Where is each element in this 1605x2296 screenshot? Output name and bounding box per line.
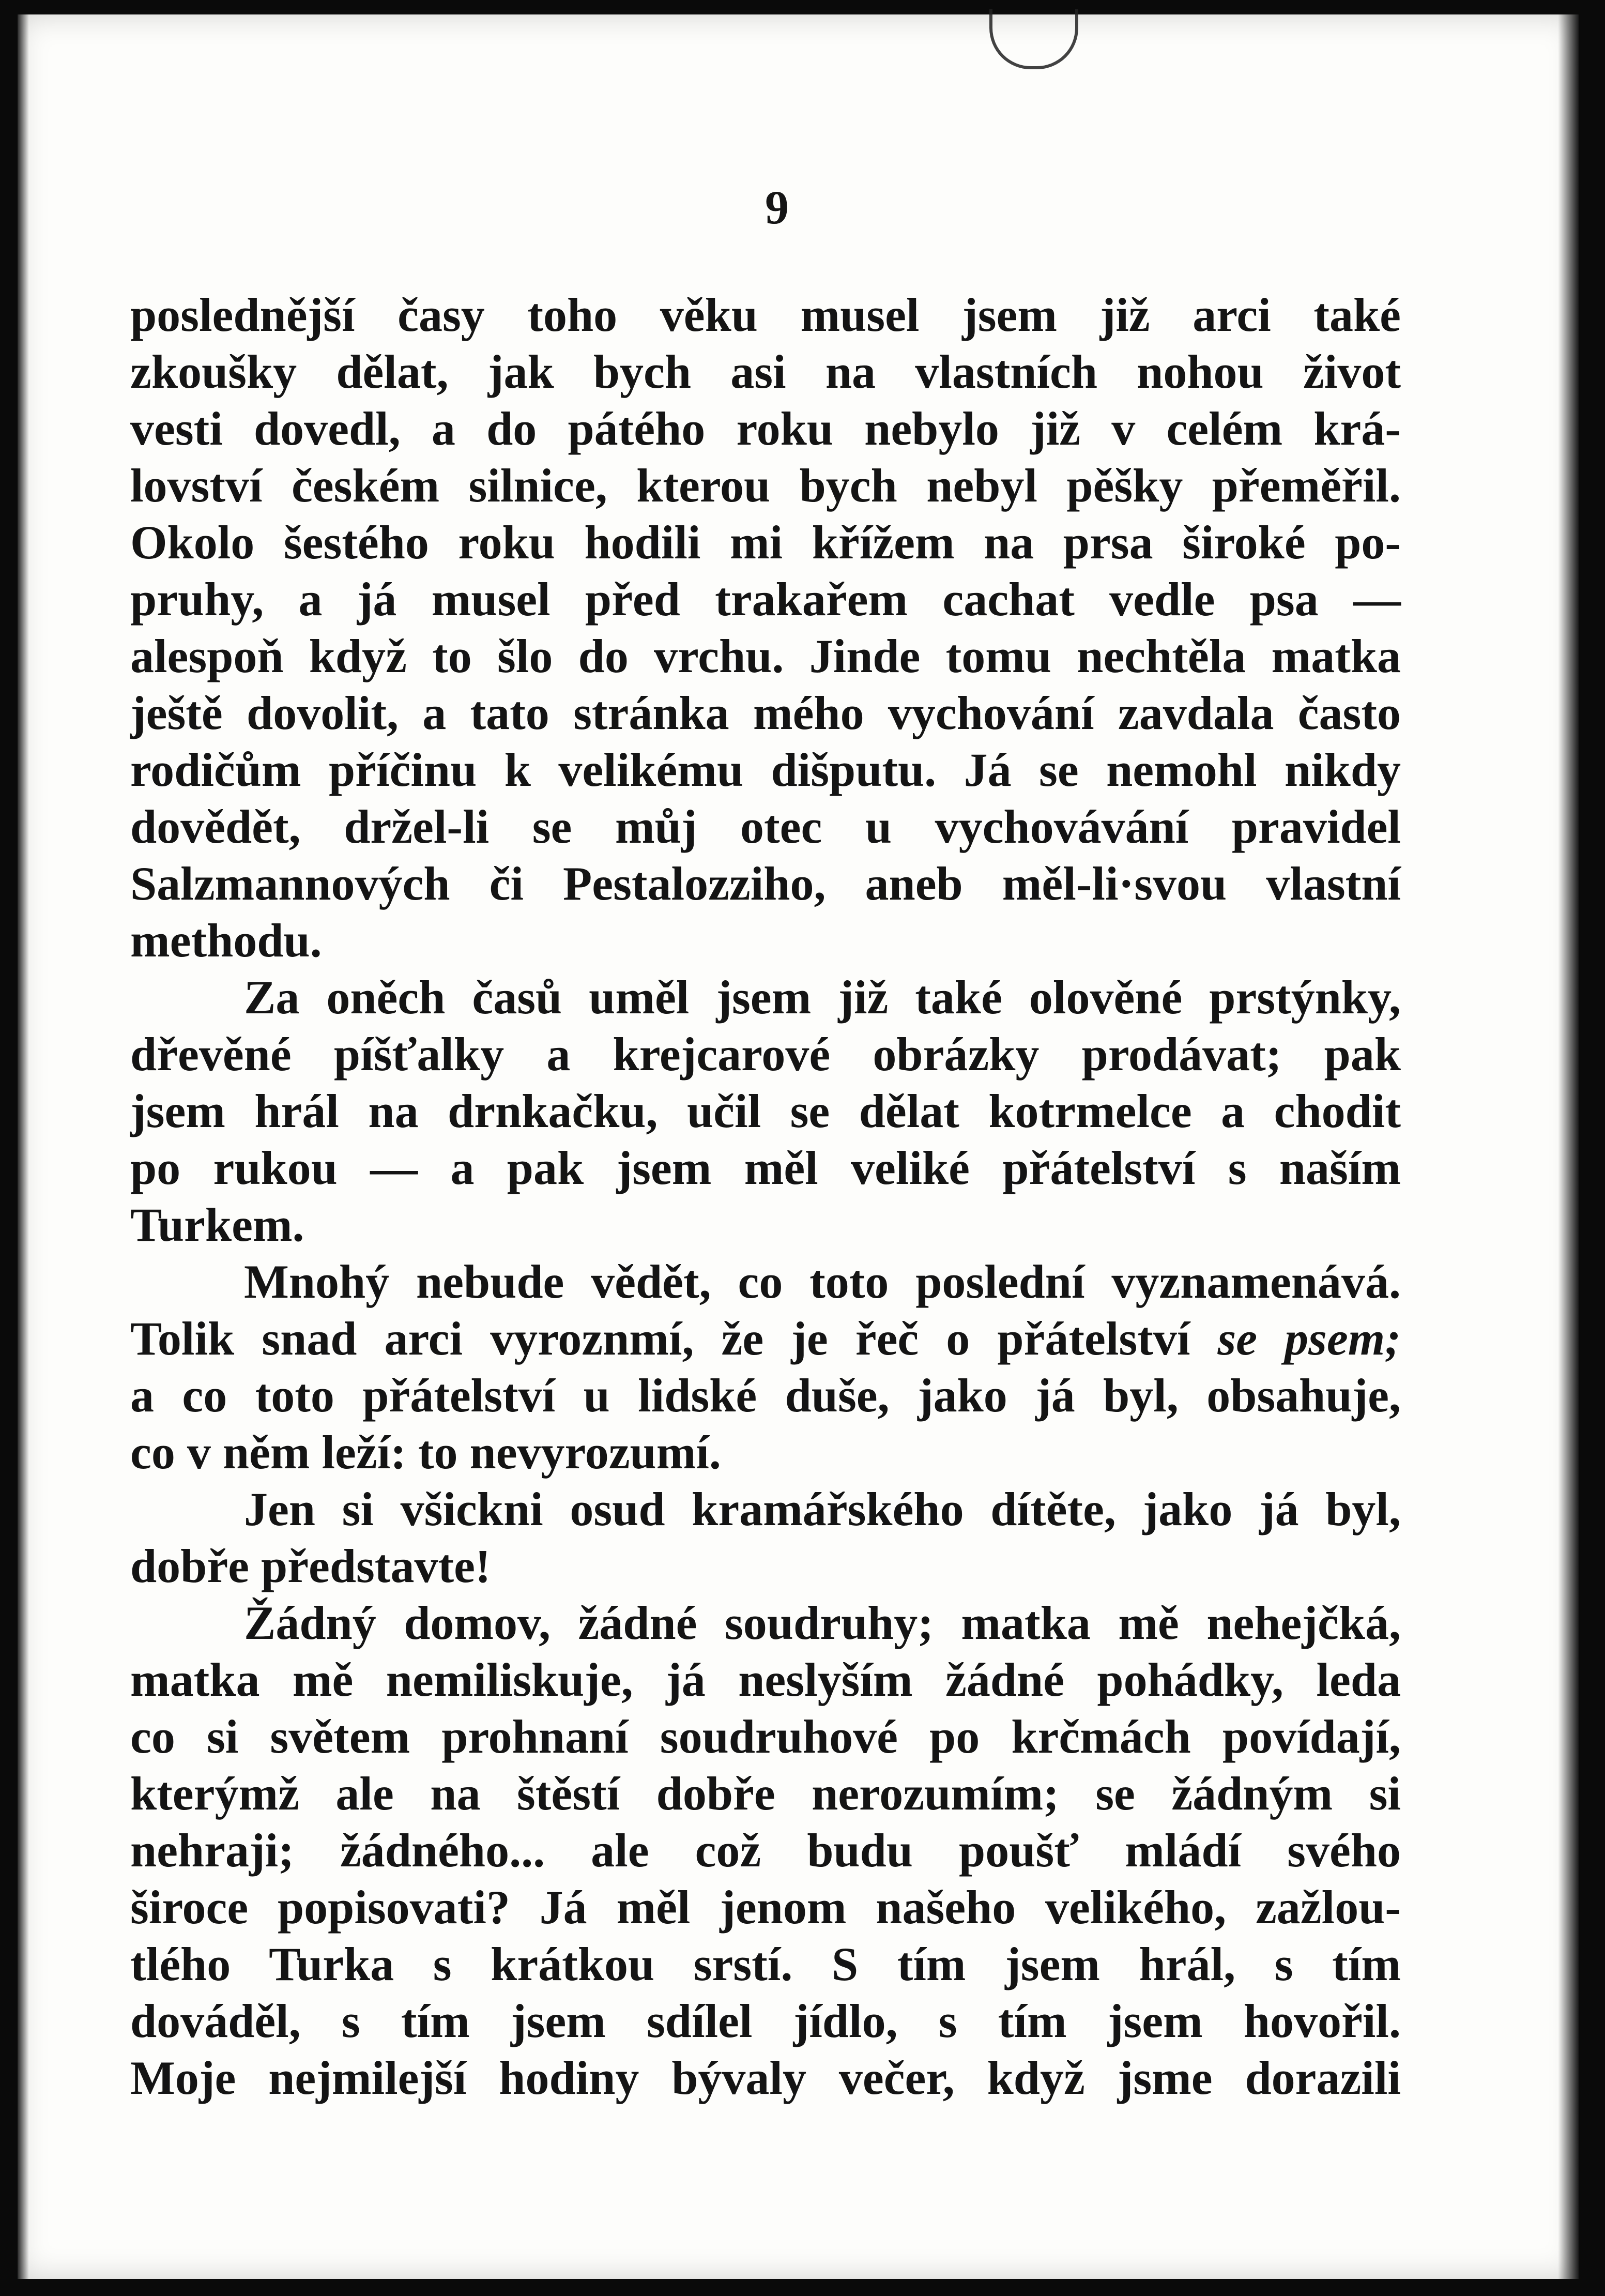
text-line: dovědět, držel-li se můj otec u vychovávání pravidel [130,800,1401,853]
text-line: Za oněch časů uměl jsem již také olověné prstýnky, [244,971,1401,1024]
text-line: co v něm leží: to nevyrozumí. [130,1426,721,1479]
text-line: methodu. [130,914,322,967]
text-line: Žádný domov, žádné soudruhy; matka mě nehejčká, [244,1596,1401,1649]
text-line: kterýmž ale na štěstí dobře nerozumím; se žádným si [130,1767,1401,1820]
text-line: lovství českém silnice, kterou bych nebyl pěšky přeměřil. [130,459,1401,512]
body-text [130,286,1401,2106]
text-line: široce popisovati? Já měl jenom našeho velikého, zažlou- [130,1881,1401,1934]
text-line: dřevěné píšťalky a krejcarové obrázky prodávat; pak [130,1028,1401,1081]
text-line [130,1310,1401,1367]
text-line: dováděl, s tím jsem sdílel jídlo, s tím jsem hovořil. [130,1995,1401,2047]
text-line: pruhy, a já musel před trakařem cachat vedle psa — [130,573,1401,626]
paragraph [130,1253,1401,1481]
text-line: co si světem prohnaní soudruhové po krčmách povídají, [130,1710,1401,1763]
book-page [18,14,1579,2279]
page-edge-shadow-right [1558,14,1579,2279]
text-line: Okolo šestého roku hodili mi křížem na prsa široké po- [130,516,1401,569]
text-line: poslednější časy toho věku musel jsem již arci také [130,288,1401,341]
text-line: zkoušky dělat, jak bych asi na vlastních nohou život [130,345,1401,398]
text-line: Jen si všickni osud kramářského dítěte, jako já byl, [244,1483,1401,1535]
text-line: tlého Turka s krátkou srstí. S tím jsem hrál, s tím [130,1938,1401,1990]
page-number: 9 [765,181,790,234]
text-line: dobře představte! [130,1540,491,1592]
text-line: Salzmannových či Pestalozziho, aneb měl-li·svou vlastní [130,857,1401,910]
text-line: a co toto přátelství u lidské duše, jako já byl, obsahuje, [130,1369,1401,1422]
paragraph [130,969,1401,1253]
text-line: matka mě nemiliskuje, já neslyším žádné pohádky, leda [130,1653,1401,1706]
text-line: nehraji; žádného... ale což budu poušť mládí svého [130,1824,1401,1877]
text-line: jsem hrál na drnkačku, učil se dělat kotrmelce a chodit [130,1085,1401,1137]
paragraph [130,286,1401,969]
text-line: Turkem. [130,1198,304,1251]
text-line: Mnohý nebude vědět, co toto poslední vyznamenává. [244,1255,1401,1308]
text-line: Moje nejmilejší hodiny bývaly večer, když jsme dorazili [130,2051,1401,2104]
text-line: po rukou — a pak jsem měl veliké přátelství s naším [130,1142,1401,1194]
paragraph [130,1594,1401,2106]
paragraph [130,1481,1401,1594]
text-line: alespoň když to šlo do vrchu. Jinde tomu nechtěla matka [130,630,1401,682]
text-line: ještě dovolit, a tato stránka mého vychování zavdala často [130,687,1401,739]
text-run: Tolik snad arci vyroznmí, že je řeč o přátelství [130,1312,1218,1365]
italic-text-run: se psem; [1217,1312,1401,1365]
binding-clip-mark [989,9,1078,69]
text-line: rodičům příčinu k velikému dišputu. Já se nemohl nikdy [130,743,1401,796]
page-edge-shadow-left [18,14,29,2279]
text-line: vesti dovedl, a do pátého roku nebylo již v celém krá- [130,402,1401,455]
